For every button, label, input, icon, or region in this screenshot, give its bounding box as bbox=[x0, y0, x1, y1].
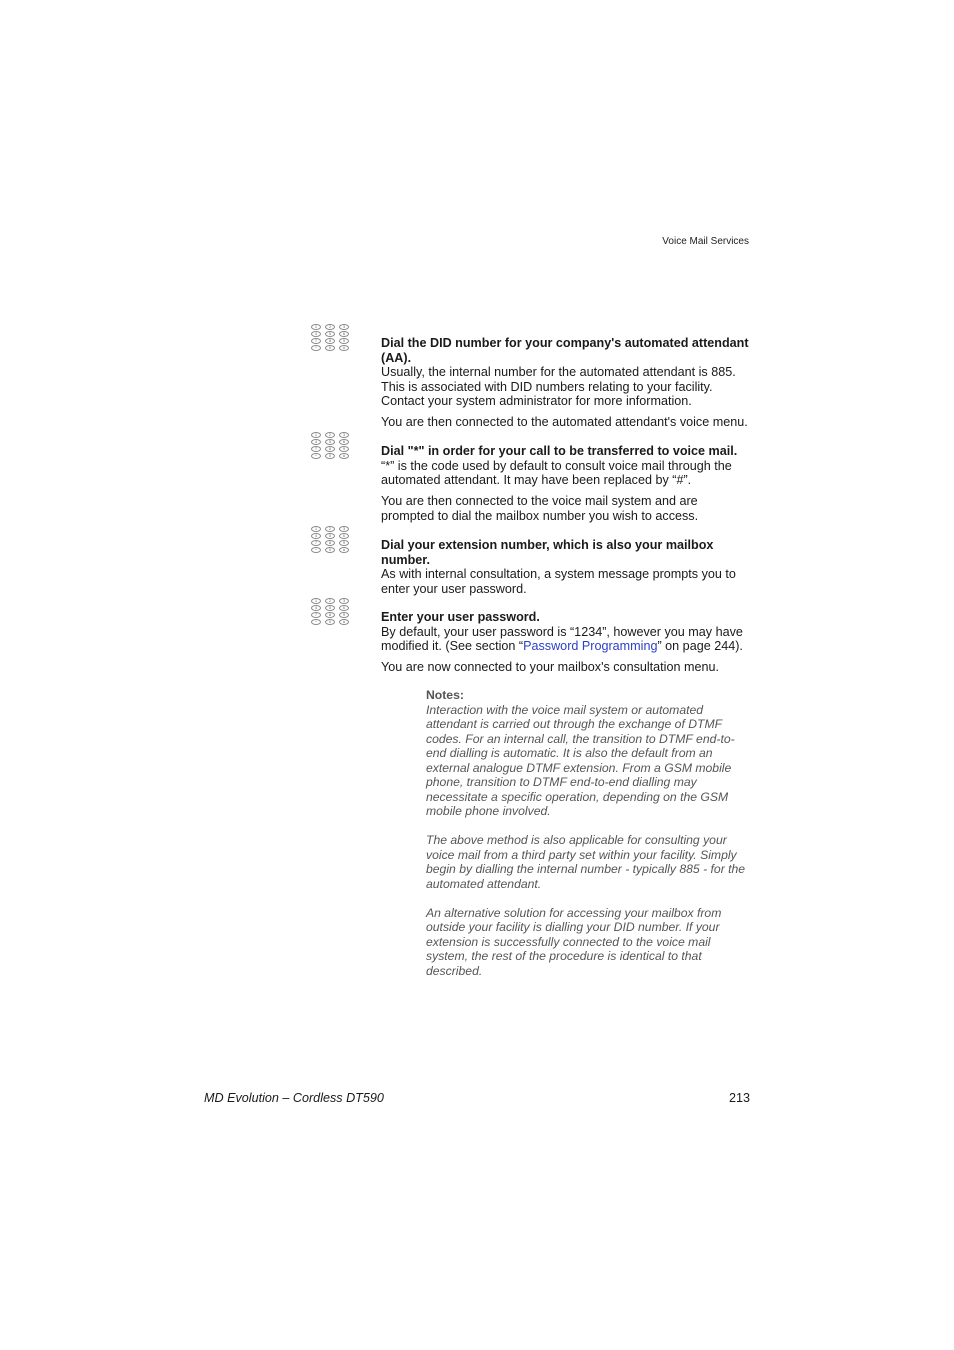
keypad-key: * bbox=[311, 547, 321, 553]
paragraph: You are now connected to your mailbox's consultation menu. bbox=[381, 660, 719, 674]
keypad-key: * bbox=[311, 619, 321, 625]
keypad-key: # bbox=[339, 619, 349, 625]
keypad-key: 5 bbox=[325, 605, 335, 611]
keypad-key: 5 bbox=[325, 533, 335, 539]
keypad-key: 6 bbox=[339, 533, 349, 539]
keypad-key: 5 bbox=[325, 439, 335, 445]
keypad-icon bbox=[311, 598, 351, 625]
note-item: The above method is also applicable for consulting your voice mail from a third party set within your facility. Simply begin by dialling the internal number - typically 885 - for the automated attendant. bbox=[426, 833, 746, 891]
password-programming-link[interactable]: Password Programming bbox=[523, 639, 658, 654]
page-number: 213 bbox=[728, 1091, 750, 1105]
keypad-key: 8 bbox=[325, 338, 335, 344]
keypad-key: 3 bbox=[339, 526, 349, 532]
step-body: “*” is the code used by default to consult voice mail through the automated attendant. It may have been replaced by “#”. bbox=[381, 458, 732, 488]
keypad-key: # bbox=[339, 547, 349, 553]
keypad-key: * bbox=[311, 453, 321, 459]
note-item: Interaction with the voice mail system or automated attendant is carried out through the exchange of DTMF codes. For an internal call, the transition to DTMF end-to-end dialling is automatic. It is also the default from an external analogue DTMF extension. From a GSM mobile phone, transition to DTMF end-to-end dialling may necessitate a specific operation, depending on the GSM mobile phone involved. bbox=[426, 702, 735, 818]
notes-label: Notes: bbox=[426, 688, 464, 702]
keypad-key: 9 bbox=[339, 612, 349, 618]
keypad-key: 4 bbox=[311, 533, 321, 539]
keypad-key: 6 bbox=[339, 605, 349, 611]
keypad-key: 1 bbox=[311, 432, 321, 438]
keypad-key: 7 bbox=[311, 446, 321, 452]
keypad-key: 4 bbox=[311, 605, 321, 611]
note-item: An alternative solution for accessing your mailbox from outside your facility is dialling your DID number. If your extension is successfully connected to the voice mail system, the rest of the procedure is identical to that described. bbox=[426, 905, 722, 978]
step-title: Dial the DID number for your company's automated attendant (AA). bbox=[381, 336, 749, 365]
step-title: Dial "*" in order for your call to be transferred to voice mail. bbox=[381, 444, 738, 458]
notes-block bbox=[426, 688, 751, 993]
keypad-key: 1 bbox=[311, 324, 321, 330]
keypad-icon bbox=[311, 324, 351, 351]
step-2 bbox=[381, 444, 751, 488]
running-header: Voice Mail Services bbox=[662, 236, 749, 247]
keypad-key: 0 bbox=[325, 453, 335, 459]
keypad-icon bbox=[311, 432, 351, 459]
keypad-icon bbox=[311, 526, 351, 553]
keypad-key: 0 bbox=[325, 345, 335, 351]
page-footer bbox=[204, 1091, 750, 1105]
keypad-key: 9 bbox=[339, 446, 349, 452]
keypad-key: 8 bbox=[325, 540, 335, 546]
keypad-key: 2 bbox=[325, 598, 335, 604]
keypad-key: 8 bbox=[325, 446, 335, 452]
step-title: Enter your user password. bbox=[381, 610, 540, 624]
step-body: Usually, the internal number for the automated attendant is 885. This is associated with DID numbers relating to your facility. Contact your system administrator for more information. bbox=[381, 365, 736, 409]
step-3 bbox=[381, 538, 751, 596]
document-title: MD Evolution – Cordless DT590 bbox=[204, 1091, 384, 1105]
step-body bbox=[381, 625, 751, 654]
keypad-key: 3 bbox=[339, 432, 349, 438]
keypad-key: 4 bbox=[311, 331, 321, 337]
keypad-key: 5 bbox=[325, 331, 335, 337]
keypad-key: 1 bbox=[311, 598, 321, 604]
paragraph: You are then connected to the automated attendant's voice menu. bbox=[381, 415, 748, 429]
keypad-key: 2 bbox=[325, 324, 335, 330]
keypad-key: 7 bbox=[311, 612, 321, 618]
keypad-key: 1 bbox=[311, 526, 321, 532]
keypad-key: # bbox=[339, 453, 349, 459]
step-4 bbox=[381, 610, 751, 654]
paragraph: You are then connected to the voice mail system and are prompted to dial the mailbox number you wish to access. bbox=[381, 494, 699, 523]
keypad-key: 4 bbox=[311, 439, 321, 445]
step-body-text: By default, your user password is “1234”, however you may have modified it. (See section “ bbox=[381, 624, 743, 654]
keypad-key: 0 bbox=[325, 547, 335, 553]
keypad-key: 3 bbox=[339, 324, 349, 330]
keypad-key: 6 bbox=[339, 439, 349, 445]
keypad-key: 7 bbox=[311, 540, 321, 546]
keypad-key: 8 bbox=[325, 612, 335, 618]
keypad-key: 7 bbox=[311, 338, 321, 344]
step-title: Dial your extension number, which is also your mailbox number. bbox=[381, 538, 714, 567]
keypad-key: # bbox=[339, 345, 349, 351]
keypad-key: 9 bbox=[339, 540, 349, 546]
keypad-key: 2 bbox=[325, 432, 335, 438]
keypad-key: 3 bbox=[339, 598, 349, 604]
keypad-key: 2 bbox=[325, 526, 335, 532]
step-1 bbox=[381, 336, 751, 409]
keypad-key: * bbox=[311, 345, 321, 351]
keypad-key: 0 bbox=[325, 619, 335, 625]
step-body-text: ” on page 244). bbox=[657, 639, 743, 654]
keypad-key: 9 bbox=[339, 338, 349, 344]
step-body: As with internal consultation, a system message prompts you to enter your user password. bbox=[381, 567, 736, 596]
keypad-key: 6 bbox=[339, 331, 349, 337]
